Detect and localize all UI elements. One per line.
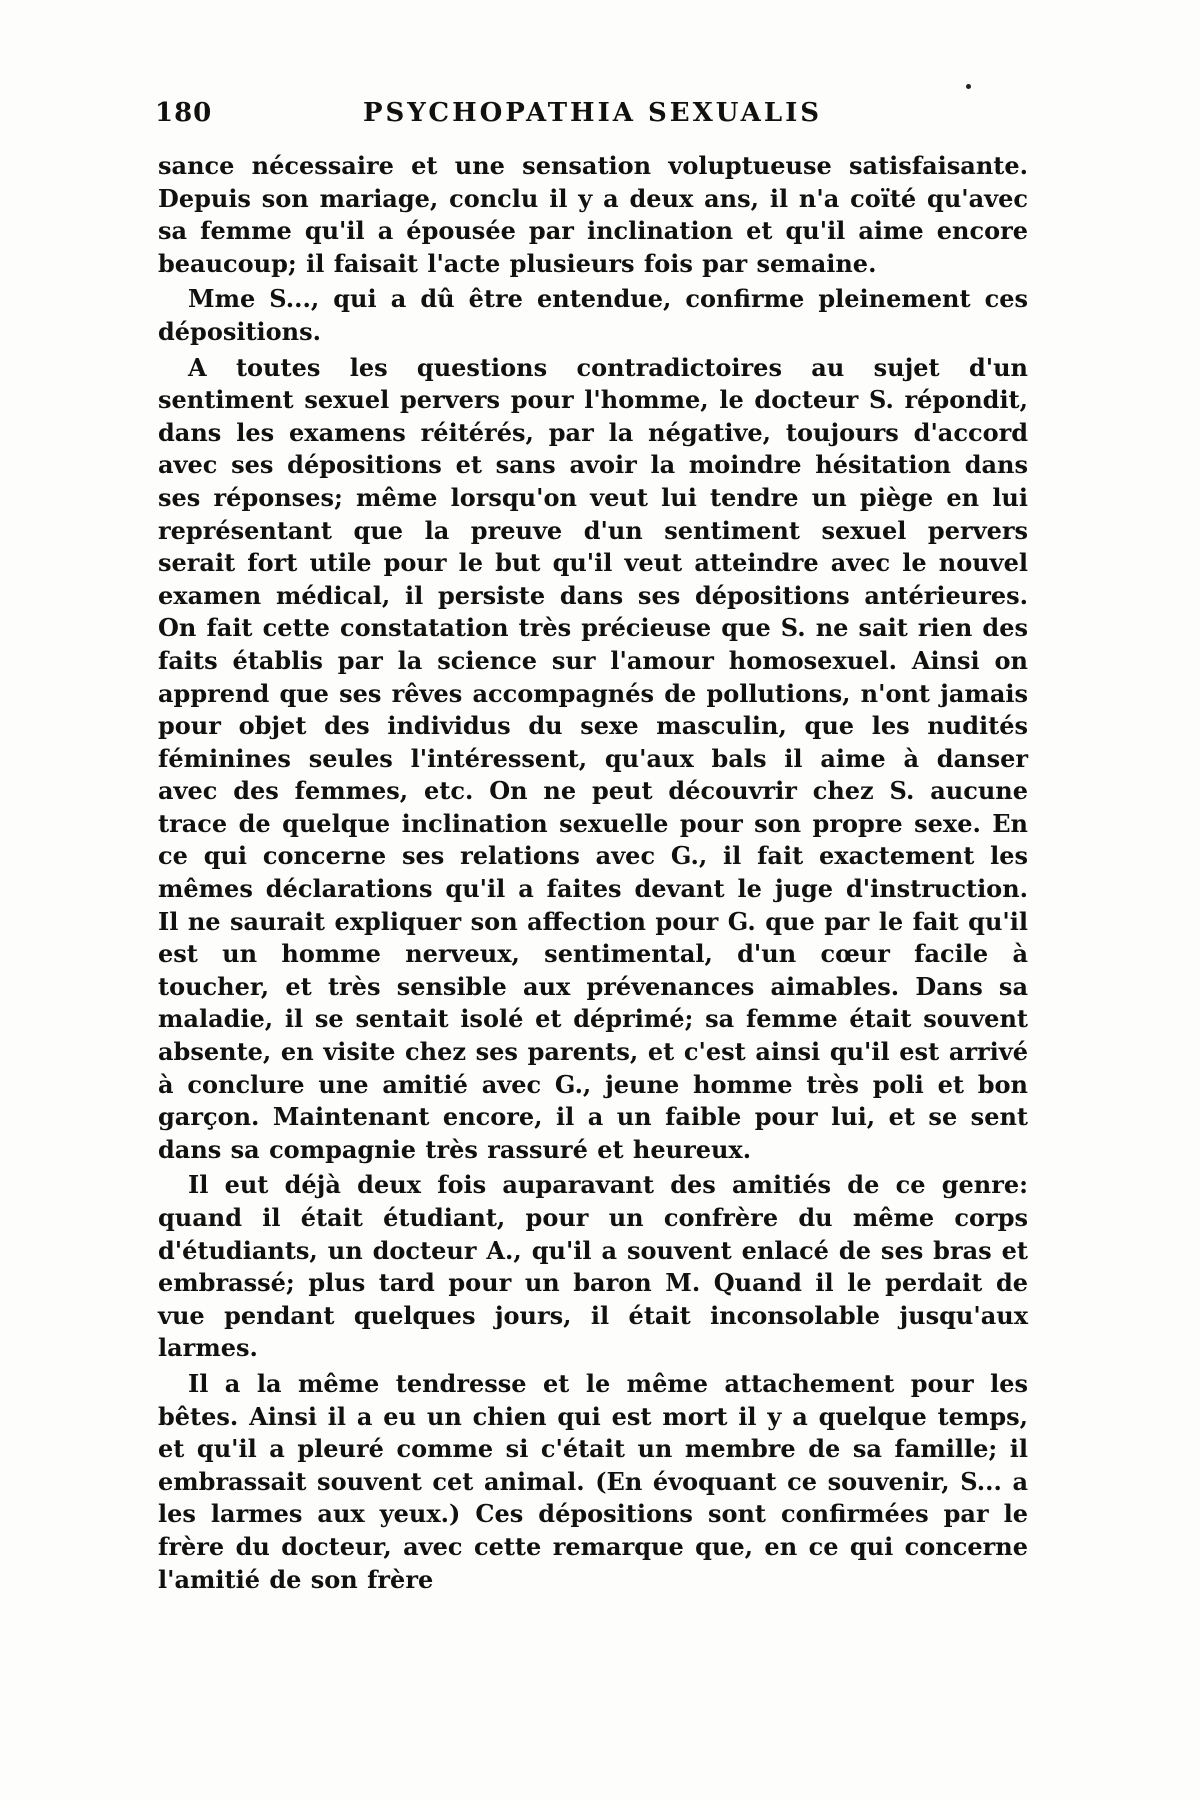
body-text	[158, 150, 1028, 1599]
paragraph-2: Mme S..., qui a dû être entendue, confirme pleinement ces dépositions.	[158, 284, 1028, 346]
paragraph-3: A toutes les questions contradictoires au sujet d'un sentiment sexuel pervers pour l'homme, le docteur S. répondit, dans les examens réitérés, par la négative, toujours d'accord avec ses dépositions et sans avoir la moindre hésitation dans ses réponses; même lorsqu'on veut lui tendre un piège en lui représentant que la preuve d'un sentiment sexuel pervers serait fort utile pour le but qu'il veut atteindre avec le nouvel examen médical, il persiste dans ses dépositions antérieures. On fait cette constatation très précieuse que S. ne sait rien des faits établis par la science sur l'amour homosexuel. Ainsi on apprend que ses rêves accompagnés de pollutions, n'ont jamais pour objet des individus du sexe masculin, que les nudités féminines seules l'intéressent, qu'aux bals il aime à danser avec des femmes, etc. On ne peut découvrir chez S. aucune trace de quelque inclination sexuelle pour son propre sexe. En ce qui concerne ses relations avec G., il fait exactement les mêmes déclarations qu'il a faites devant le juge d'instruction. Il ne saurait expliquer son affection pour G. que par le fait qu'il est un homme nerveux, sentimental, d'un cœur facile à toucher, et très sensible aux prévenances aimables. Dans sa maladie, il se sentait isolé et déprimé; sa femme était souvent absente, en visite chez ses parents, et c'est ainsi qu'il est arrivé à conclure une amitié avec G., jeune homme très poli et bon garçon. Maintenant encore, il a un faible pour lui, et se sent dans sa compagnie très rassuré et heureux.	[158, 352, 1028, 1164]
paragraph-1: sance nécessaire et une sensation voluptueuse satisfaisante. Depuis son mariage, conclu il y a deux ans, il n'a coïté qu'avec sa femme qu'il a épousée par inclination et qu'il aime encore beaucoup; il faisait l'acte plusieurs fois par semaine.	[158, 151, 1028, 278]
paragraph-5: Il a la même tendresse et le même attachement pour les bêtes. Ainsi il a eu un chien qui est mort il y a quelque temps, et qu'il a pleuré comme si c'était un membre de sa famille; il embrassait souvent cet animal. (En évoquant ce souvenir, S... a les larmes aux yeux.) Ces dépositions sont confirmées par le frère du docteur, avec cette remarque que, en ce qui concerne l'amitié de son frère	[158, 1368, 1028, 1594]
page-number: 180	[155, 98, 213, 128]
print-speck	[966, 84, 971, 89]
paragraph-4: Il eut déjà deux fois auparavant des amitiés de ce genre: quand il était étudiant, pour un confrère du même corps d'étudiants, un docteur A., qu'il a souvent enlacé de ses bras et embrassé; plus tard pour un baron M. Quand il le perdait de vue pendant quelques jours, il était inconsolable jusqu'aux larmes.	[158, 1170, 1028, 1363]
book-title: PSYCHOPATHIA SEXUALIS	[362, 98, 823, 128]
running-head	[155, 98, 1030, 132]
